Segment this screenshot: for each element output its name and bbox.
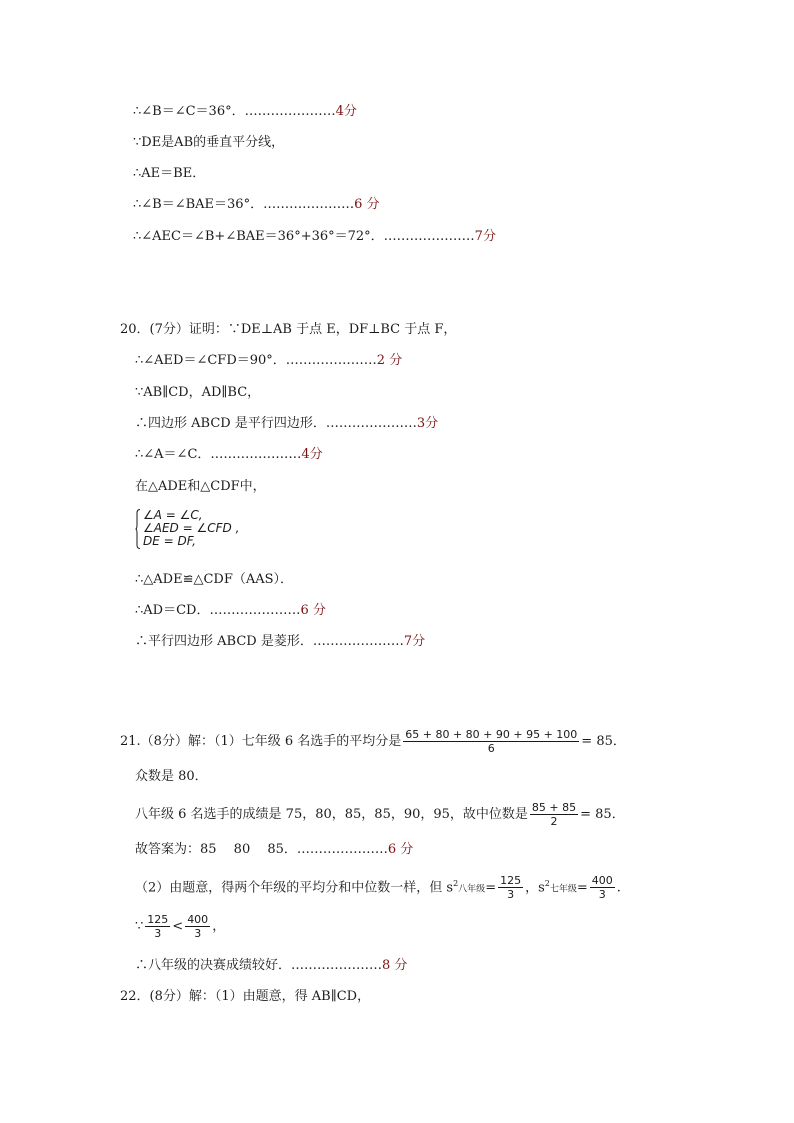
fraction: $\frac{400}{3}$ — [187, 913, 209, 940]
question-22-header: 22．(8分）解：（1）由题意，得 AB∥CD， — [120, 989, 371, 1004]
left-brace-icon — [135, 509, 141, 549]
solution-line: ∴∠A＝∠C．…………………4分 — [135, 447, 323, 462]
score-mark: 4分 — [335, 104, 357, 119]
solution-line: ∴平行四边形 ABCD 是菱形．…………………7分 — [135, 634, 426, 649]
score-mark: 6 分 — [387, 842, 414, 857]
system-row: ∠AED = ∠CFD , — [143, 521, 240, 535]
fraction: $\frac{65 + 80 + 80 + 90 + 95 + 100}{6}$ — [405, 728, 578, 755]
fraction: $\frac{400}{3}$ — [591, 874, 613, 902]
system-row: ∠A = ∠C, — [143, 508, 203, 522]
solution-line: 八年级 6 名选手的成绩是 75，80，85，85，90，95，故中位数是 $\frac{85 + 85}{2}$ = 85． — [135, 801, 625, 828]
solution-line: ∴八年级的决赛成绩较好．…………………8 分 — [135, 958, 408, 973]
solution-line: ∵DE是AB的垂直平分线， — [133, 135, 285, 150]
solution-line: 在△ADE和△CDF中， — [135, 479, 266, 494]
solution-line: ∴四边形 ABCD 是平行四边形．…………………3分 — [135, 416, 439, 431]
fraction: $\frac{125}{3}$ — [500, 874, 522, 902]
solution-line: ∴∠AED＝∠CFD＝90°．…………………2 分 — [135, 353, 403, 368]
score-mark: 6 分 — [300, 603, 326, 618]
score-mark: 7分 — [474, 229, 496, 244]
score-mark: 2 分 — [376, 353, 403, 368]
system-row: DE = DF, — [143, 534, 196, 548]
solution-line: ∴△ADE≌△CDF（AAS）． — [135, 572, 294, 587]
score-mark: 7分 — [403, 634, 426, 649]
question-21-header: 21.（8分）解：（1）七年级 6 名选手的平均分是 $\frac{65 + 80 + 80 + 90 + 95 + 100}{6}$ = 85． — [120, 728, 626, 755]
equation-system — [135, 509, 335, 551]
solution-line: ∵AB∥CD，AD∥BC， — [135, 385, 261, 400]
score-mark: 6 分 — [354, 197, 380, 212]
fraction: $\frac{85 + 85}{2}$ — [531, 801, 577, 828]
solution-line: ∴∠B＝∠C＝36°．…………………4分 — [133, 104, 357, 119]
solution-line: ∵ $\frac{125}{3}$ < $\frac{400}{3}$ ， — [135, 913, 226, 940]
question-20-header: 20．(7分）证明：∵DE⊥AB 于点 E，DF⊥BC 于点 F， — [120, 322, 457, 337]
fraction: $\frac{125}{3}$ — [147, 913, 169, 940]
solution-line: 众数是 80． — [135, 769, 208, 784]
score-mark: 3分 — [416, 416, 439, 431]
score-mark: 8 分 — [382, 958, 408, 973]
solution-line: ∴AE＝BE． — [133, 166, 206, 181]
solution-line: （2）由题意，得两个年级的平均分和中位数一样，但 $s^2$八年级= $\frac{125}{3}$ ，$s^2$七年级= $\frac{400}{3}$ . — [135, 874, 621, 902]
solution-line: ∴∠B＝∠BAE＝36°．…………………6 分 — [133, 197, 380, 212]
solution-line: 故答案为：85 80 85．…………………6 分 — [135, 842, 414, 857]
solution-line: ∴AD＝CD．…………………6 分 — [135, 603, 326, 618]
score-mark: 4分 — [301, 447, 323, 462]
solution-line: ∴∠AEC＝∠B+∠BAE＝36°+36°＝72°．…………………7分 — [133, 229, 496, 244]
